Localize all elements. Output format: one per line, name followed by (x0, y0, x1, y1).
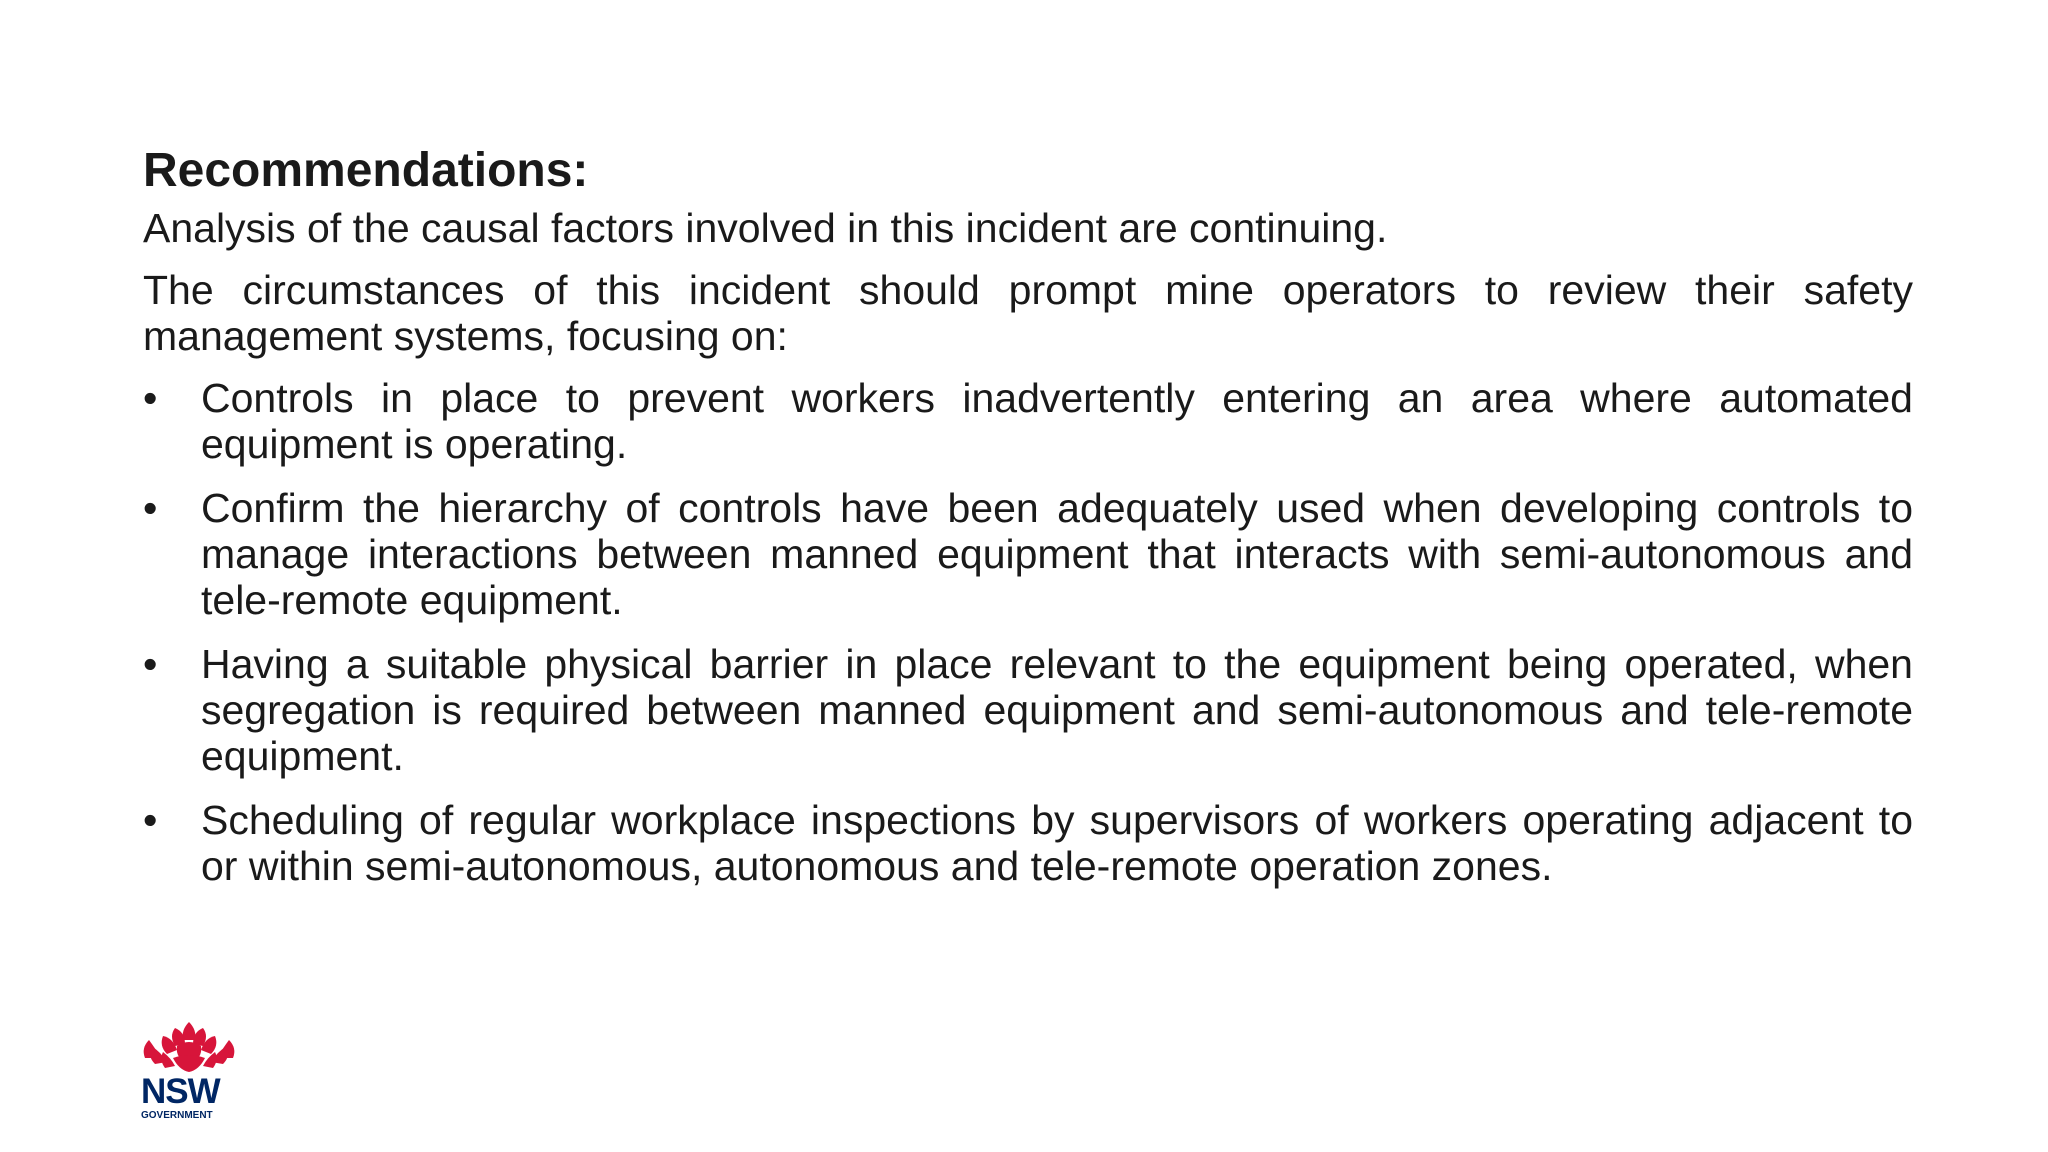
waratah-flower-icon (139, 1018, 239, 1074)
list-item (143, 485, 1913, 623)
bullet-icon: • (143, 375, 158, 421)
paragraph-analysis: Analysis of the causal factors involved in this incident are continuing. (143, 205, 1388, 251)
logo-wordmark: NSW (141, 1072, 220, 1111)
bullet-icon: • (143, 485, 158, 531)
logo-subtext: GOVERNMENT (141, 1110, 213, 1121)
recommendation-list (143, 375, 1913, 889)
list-item (143, 797, 1913, 889)
nsw-government-logo (139, 1018, 239, 1128)
recommendations-section (143, 140, 1913, 889)
list-item-text: Controls in place to prevent workers inadvertently entering an area where automated equipment is operating. (201, 375, 1913, 467)
list-item (143, 375, 1913, 467)
bullet-icon: • (143, 797, 158, 843)
list-item-text: Confirm the hierarchy of controls have been adequately used when developing controls to manage interactions between manned equipment that interacts with semi-autonomous and tele-remote equipment. (201, 485, 1913, 623)
list-item-text: Scheduling of regular workplace inspections by supervisors of workers operating adjacent to or within semi-autonomous, autonomous and tele-remote operation zones. (201, 797, 1913, 889)
paragraph-circumstances: The circumstances of this incident should prompt mine operators to review their safety management systems, focusing on: (143, 267, 1913, 359)
bullet-icon: • (143, 641, 158, 687)
section-heading: Recommendations: (143, 144, 589, 197)
list-item (143, 641, 1913, 779)
list-item-text: Having a suitable physical barrier in place relevant to the equipment being operated, when segregation is required between manned equipment and semi-autonomous and tele-remote equipment. (201, 641, 1913, 779)
